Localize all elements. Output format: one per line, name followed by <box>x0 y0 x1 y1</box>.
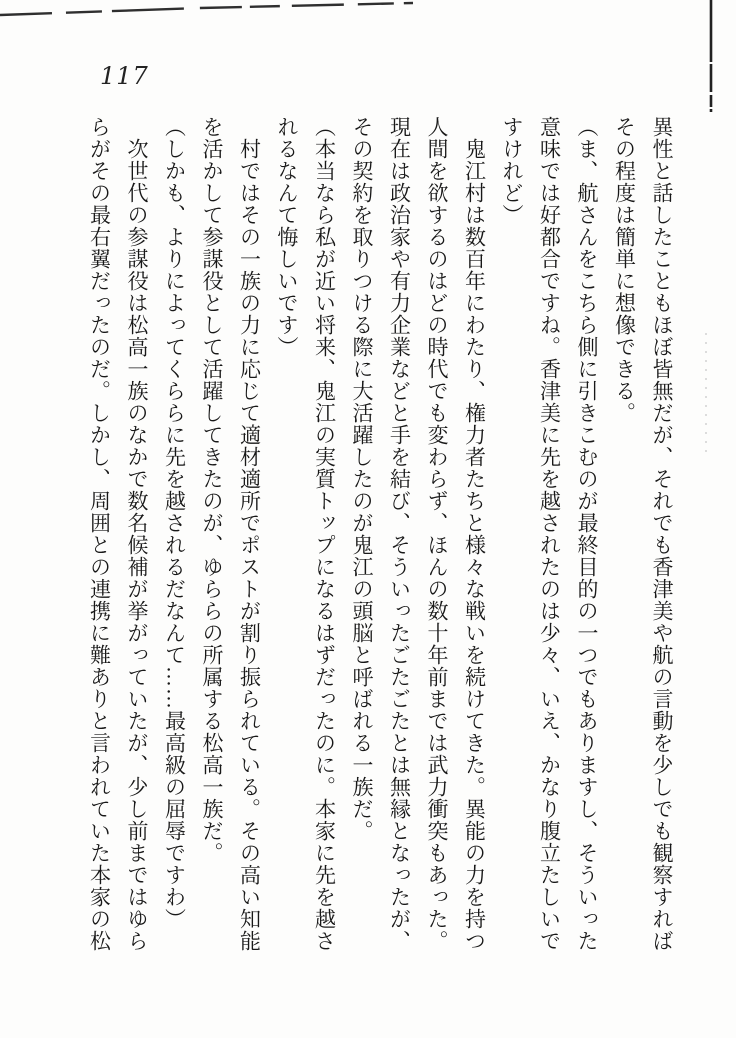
main-text <box>80 116 680 956</box>
text-line: 現在は政治家や有力企業などと手を結び、そういったごたごたとは無縁となったが、 <box>387 116 412 952</box>
text-line: 鬼江村は数百年にわたり、権力者たちと様々な戦いを続けてきた。異能の力を持つ <box>462 116 487 952</box>
text-line: を活かして参謀役として活躍してきたのが、ゆららの所属する松高一族だ。 <box>200 116 224 864</box>
text-line: 異性と話したこともほぼ皆無だが、それでも香津美や航の言動を少しでも観察すれば <box>650 116 674 952</box>
text-line: すけれど） <box>500 116 524 226</box>
text-line: その程度は簡単に想像できる。 <box>612 116 637 424</box>
text-line: 次世代の参謀役は松高一族のなかで数名候補が挙がっていたが、少し前まではゆら <box>125 116 149 952</box>
scan-edge-artifact-top <box>0 3 413 15</box>
text-line: 村ではその一族の力に応じて適材適所でポストが割り振られている。その高い知能 <box>237 116 262 952</box>
text-line: （しかも、よりによってくららに先を越されるだなんて……最高級の屈辱ですわ） <box>162 116 187 930</box>
text-line: 意味では好都合ですね。香津美に先を越されたのは少々、いえ、かなり腹立たしいで <box>537 116 562 952</box>
text-line: （ま、航さんをこちら側に引きこむのが最終目的の一つでもありますし、そういった <box>575 116 599 952</box>
page-number: 117 <box>100 62 149 90</box>
text-line: その契約を取りつける際に大活躍したのが鬼江の頭脳と呼ばれる一族だ。 <box>350 116 374 842</box>
text-line: らがその最右翼だったのだ。しかし、周囲との連携に難ありと言われていた本家の松 <box>87 116 112 952</box>
text-line: れるなんて悔しいです） <box>275 116 299 358</box>
text-line: 人間を欲するのはどの時代でも変わらず、ほんの数十年前までは武力衝突もあった。 <box>425 116 449 952</box>
text-line: （本当なら私が近い将来、鬼江の実質トップになるはずだったのに。本家に先を越さ <box>312 116 337 952</box>
